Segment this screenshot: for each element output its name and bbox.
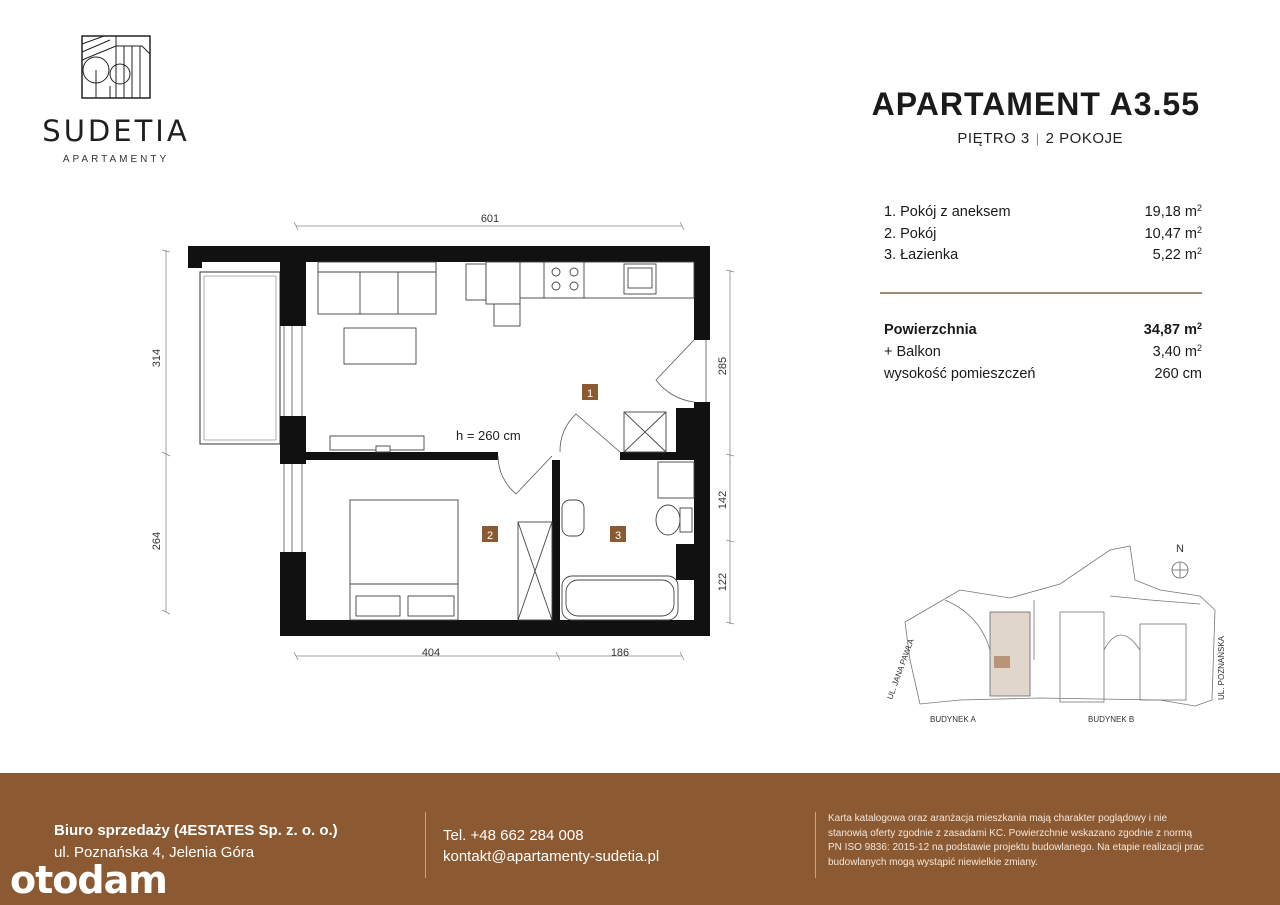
- room-row: [884, 202, 1202, 224]
- sales-office-address: ul. Poznańska 4, Jelenia Góra: [54, 844, 255, 861]
- north-label: N: [1176, 543, 1184, 555]
- footer-divider: [425, 812, 426, 878]
- room-label: 1. Pokój z aneksem: [884, 204, 1011, 220]
- brand-name: SUDETIA: [42, 114, 190, 148]
- room-tag-3-label: 3: [614, 530, 622, 542]
- room-tag-1-label: 1: [586, 388, 594, 400]
- dim-bottom-right: 186: [610, 647, 630, 659]
- room-row: [884, 224, 1202, 246]
- balcony-value: 3,40 $m^2$: [1152, 342, 1202, 360]
- apartment-title: APARTAMENT A3.55: [871, 86, 1200, 122]
- rooms-count-label: 2 POKOJE: [1045, 130, 1123, 147]
- building-b-label: BUDYNEK B: [1088, 715, 1135, 724]
- dim-top: 601: [480, 213, 500, 225]
- furniture-bedroom: [350, 500, 552, 620]
- dim-right-3: 122: [717, 572, 729, 592]
- building-a-shape: [990, 612, 1030, 696]
- disclaimer-text: Karta katalogowa oraz aranżacja mieszkania mają charakter poglądowy i nie stanowią oferty zgodnie z zasadami KC. Powierzchnie wskazano zgodnie z normą PN ISO 9836: 2015-12 na podstawie projektu budowlanego. Na etapie realizacji prac budowlanych mogą wystąpić niewielkie zmiany.: [828, 813, 1204, 869]
- floor-label: PIĘTRO 3: [957, 130, 1030, 147]
- divider: [880, 292, 1202, 294]
- dim-right-2: 142: [717, 490, 729, 510]
- room-label: 3. Łazienka: [884, 247, 959, 263]
- dim-right-1: 285: [717, 356, 729, 376]
- sales-office-name: Biuro sprzedaży (4ESTATES Sp. z. o. o.): [54, 822, 338, 839]
- furniture-bathroom: [562, 462, 694, 620]
- phone-link[interactable]: Tel. +48 662 284 008: [443, 827, 584, 844]
- furniture-living: [318, 262, 694, 452]
- separator: |: [1035, 131, 1040, 146]
- height-value: 260 cm: [1154, 366, 1202, 382]
- watermark-logo: otodam: [10, 858, 167, 902]
- dim-bottom-left: 404: [421, 647, 441, 659]
- email-link[interactable]: kontakt@apartamenty-sudetia.pl: [443, 848, 660, 865]
- footer-divider: [815, 812, 816, 878]
- apartment-subtitle: [957, 130, 1123, 147]
- building-a-label: BUDYNEK A: [930, 715, 976, 724]
- street-label-left: UL. JANA PAWŁA: [885, 637, 916, 701]
- room-tag-2-label: 2: [486, 530, 494, 542]
- sudetia-logo-icon: [80, 34, 152, 100]
- street-label-right: UL. POZNAŃSKA: [1217, 635, 1226, 700]
- balcony: [200, 272, 280, 444]
- room-area: 10,47 $m^2$: [1144, 224, 1202, 242]
- room-list: [884, 202, 1202, 267]
- height-row: [884, 364, 1202, 386]
- dim-left-upper: 314: [151, 348, 163, 368]
- area-summary: [884, 320, 1202, 386]
- height-label: wysokość pomieszczeń: [884, 366, 1036, 382]
- dim-left-lower: 264: [151, 531, 163, 551]
- ceiling-height-note: h = 260 cm: [456, 428, 521, 443]
- balcony-row: [884, 342, 1202, 364]
- room-label: 2. Pokój: [884, 225, 937, 242]
- room-area: 19,18 $m^2$: [1144, 203, 1202, 220]
- balcony-label: + Balkon: [884, 343, 941, 360]
- total-area-label: Powierzchnia: [884, 322, 977, 338]
- brand-subtitle: APARTAMENTY: [62, 154, 170, 165]
- total-area-row: [884, 320, 1202, 342]
- floor-plan: [150, 200, 750, 670]
- total-area-value: 34,87 $m^2$: [1143, 321, 1202, 338]
- apartment-location-marker: [994, 656, 1010, 668]
- room-row: [884, 245, 1202, 267]
- site-outline: [905, 546, 1215, 706]
- site-minimap: [855, 530, 1235, 730]
- room-area: 5,22 $m^2$: [1152, 246, 1202, 263]
